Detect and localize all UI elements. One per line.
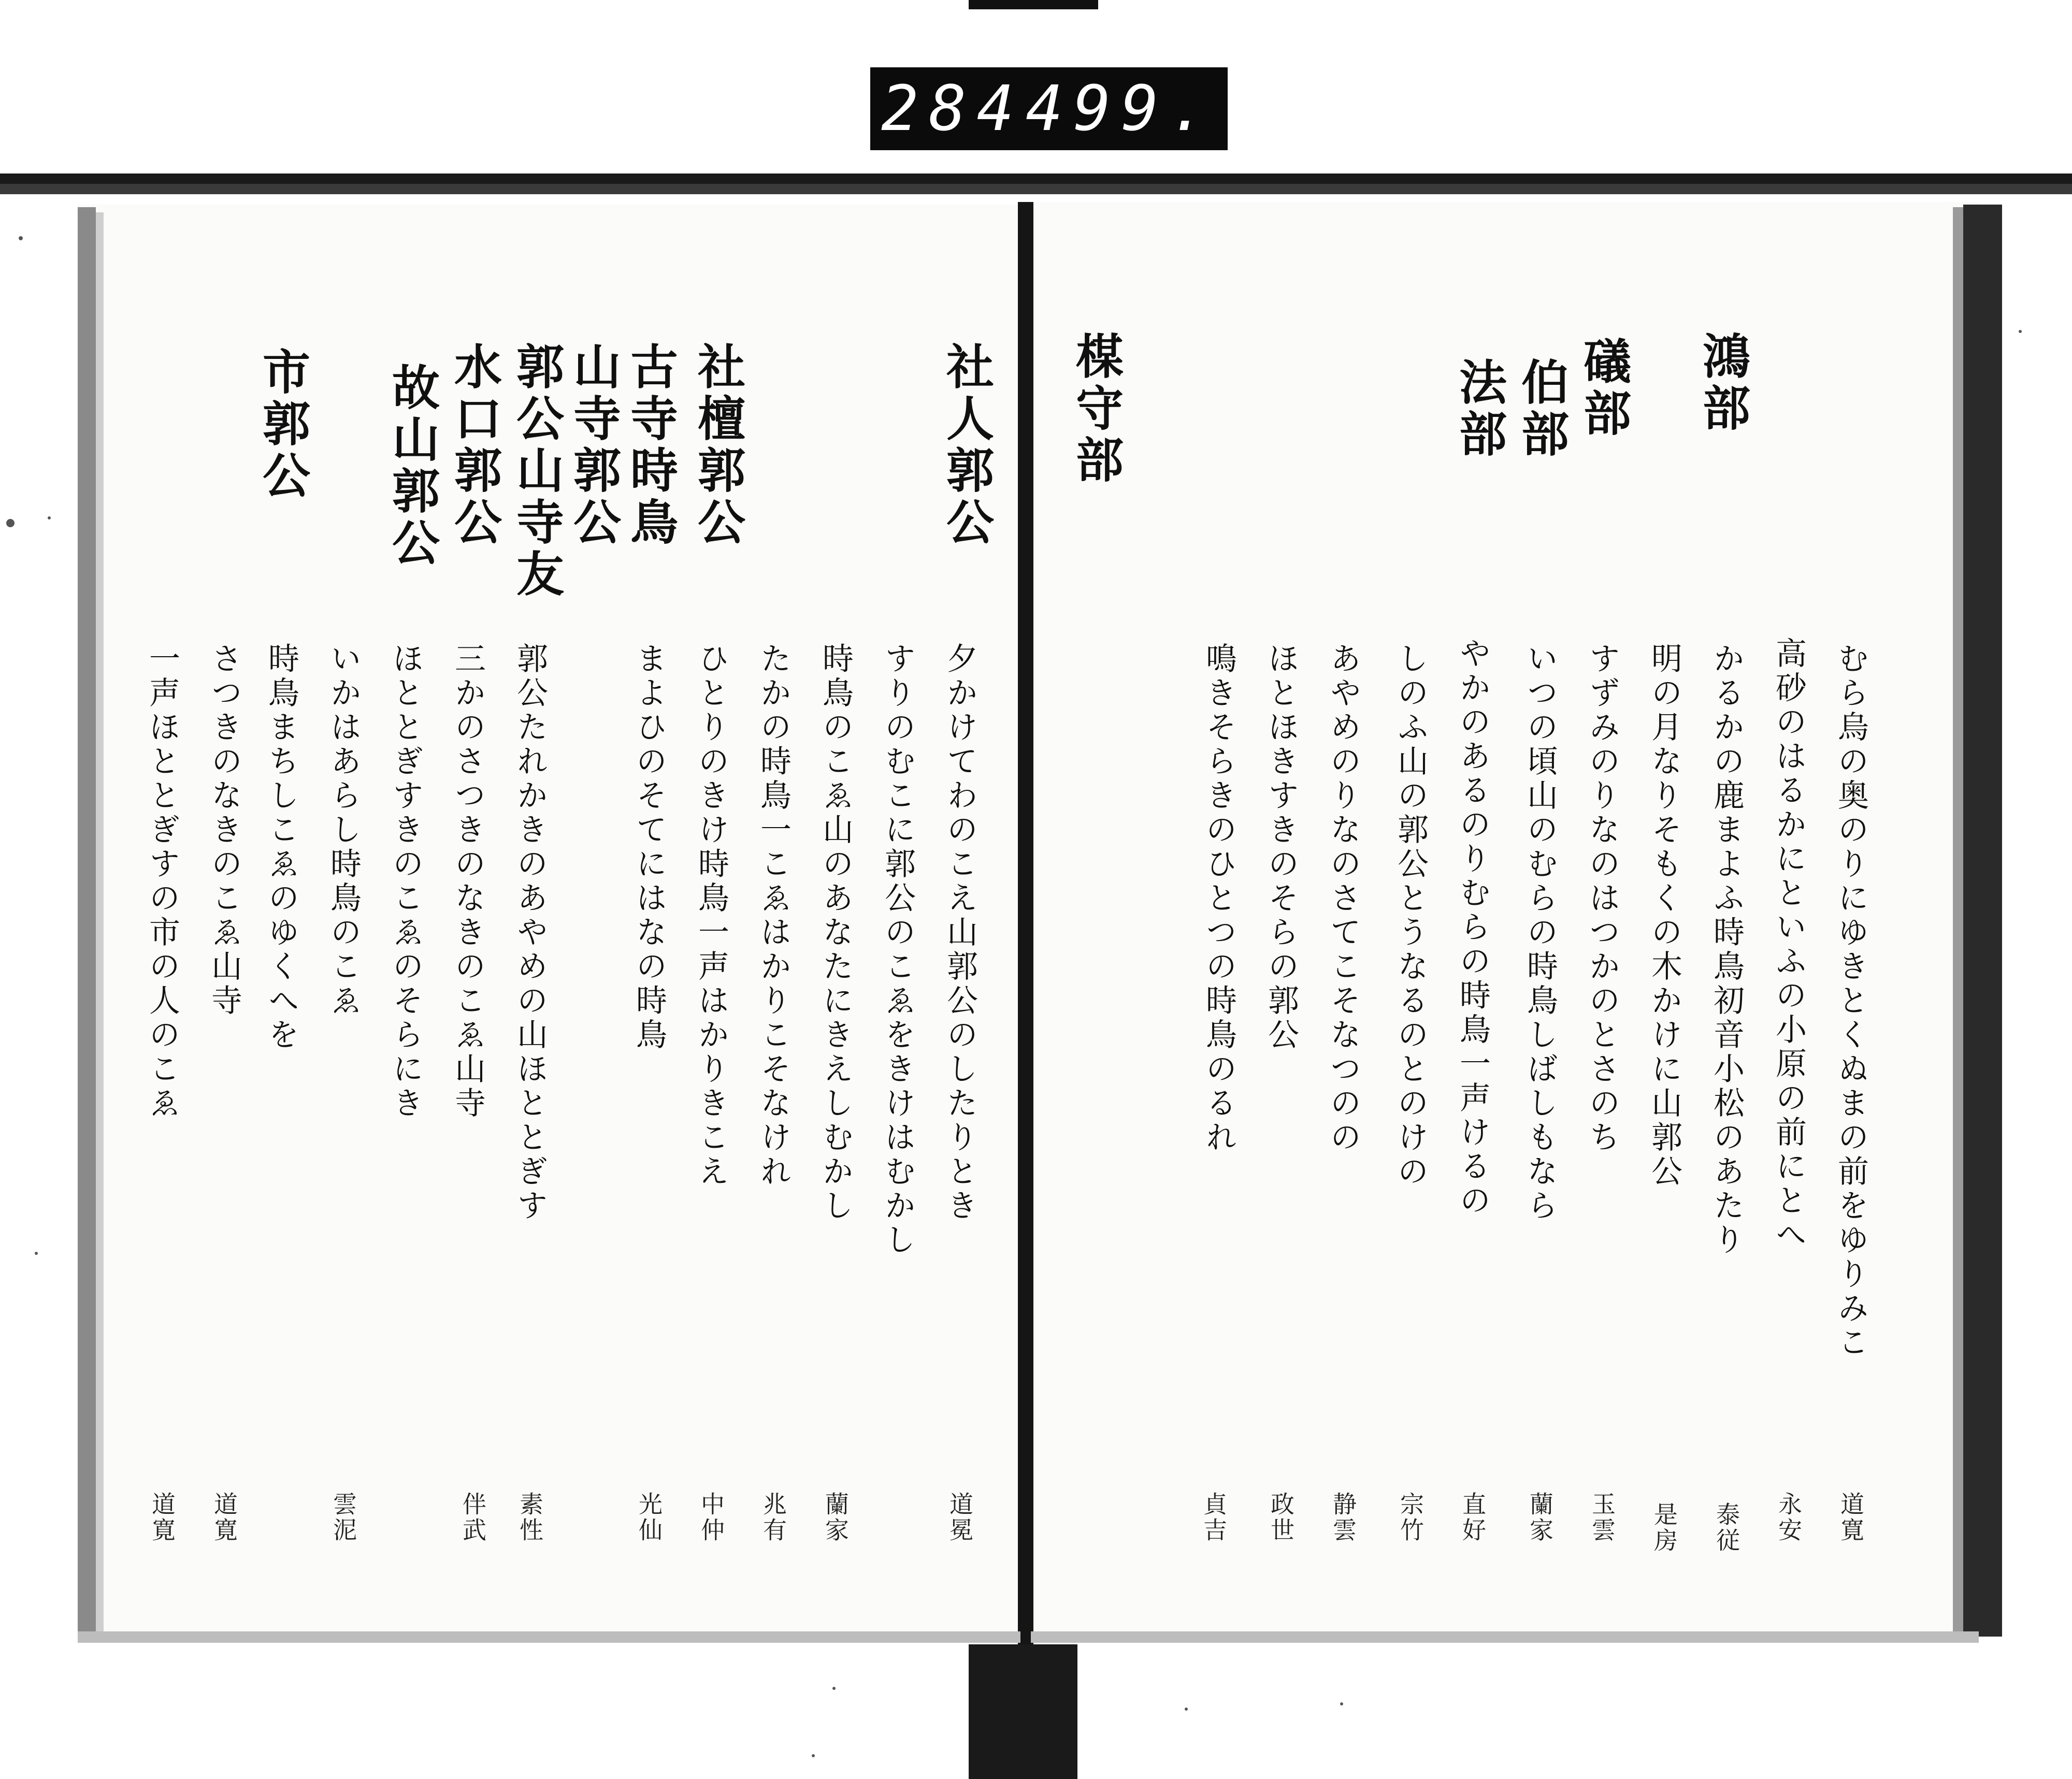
verse-line: やかのあるのりむらの時鳥一声けるの (1455, 637, 1491, 1218)
poem-heading: 伯部 (1514, 357, 1570, 461)
poet-name: 是房 (1650, 1502, 1678, 1554)
poet-name: 伴武 (459, 1492, 487, 1543)
poet-name: 玉雲 (1588, 1492, 1616, 1543)
verse-line: 明の月なりそもくの木かけに山郭公 (1646, 642, 1682, 1189)
verse-line: ほととぎすきのこゑのそらにき (387, 642, 424, 1121)
poet-name: 道寛 (210, 1492, 238, 1543)
verse-line: しのふ山の郭公とうなるのとのけの (1392, 642, 1429, 1189)
poet-name: 兆有 (759, 1492, 787, 1543)
poem-heading: 楳守部 (1068, 331, 1124, 487)
verse-line: すりのむこに郭公のこゑをきけはむかし (880, 642, 916, 1257)
poem-heading: 社人郭公 (939, 342, 995, 549)
verse-line: ひとりのきけ時鳥一声はかりきこえ (693, 642, 729, 1189)
frame-number-right: 499. (1025, 73, 1217, 145)
poet-name: 蘭家 (822, 1492, 850, 1543)
poet-name: 道寛 (1837, 1492, 1865, 1543)
verse-line: 高砂のはるかにといふの小原の前にとへ (1771, 637, 1807, 1252)
poet-name: 光仙 (635, 1492, 663, 1543)
verse-line: かるかの鹿まよふ時鳥初音小松のあたり (1708, 642, 1745, 1257)
verse-line: 時鳥のこゑ山のあなたにきえしむかし (817, 642, 854, 1223)
verse-line: ほとほきすきのそらの郭公 (1263, 642, 1299, 1052)
verse-line: まよひのそてにはなの時鳥 (631, 642, 667, 1052)
verse-line: いつの頃山のむらの時鳥しばしもなら (1522, 642, 1558, 1223)
poem-heading: 鴻部 (1695, 331, 1751, 435)
frame-number-left: 284 (881, 73, 1025, 145)
poet-name: 中仲 (697, 1492, 725, 1543)
poet-name: 貞吉 (1200, 1492, 1228, 1543)
verse-line: 郭公たれかきのあやめの山ほととぎす (512, 642, 548, 1223)
poem-heading: 郭公山寺友 (509, 342, 565, 601)
left-page-edge (78, 207, 96, 1637)
poet-name: 静雲 (1329, 1492, 1357, 1543)
poet-name: 永安 (1775, 1492, 1803, 1543)
verse-line: むら烏の奥のりにゆきとくぬまの前をゆりみこ (1833, 642, 1869, 1360)
verse-line: 鳴きそらきのひとつの時鳥のるれ (1201, 642, 1237, 1155)
poem-heading: 市郭公 (255, 347, 311, 502)
poem-heading: 社檀郭公 (690, 342, 746, 549)
verse-line: いかはあらし時鳥のこゑ (325, 642, 362, 1018)
verse-line: さつきのなきのこゑ山寺 (206, 642, 242, 1018)
poet-name: 雲泥 (329, 1492, 357, 1543)
poet-name: 道寛 (148, 1492, 176, 1543)
book-spine (1018, 202, 1033, 1647)
poem-heading: 礒部 (1576, 337, 1632, 440)
poem-heading: 法部 (1451, 357, 1507, 461)
poet-name: 泰従 (1713, 1502, 1740, 1554)
poet-name: 宗竹 (1397, 1492, 1424, 1543)
poet-name: 道冕 (946, 1492, 974, 1543)
spine-lower-shadow (969, 1644, 1077, 1779)
right-page-edge (1963, 205, 2002, 1637)
poem-heading: 古寺時鳥 (623, 342, 679, 549)
verse-line: 時鳥まちしこゑのゆくへを (263, 642, 299, 1052)
verse-line: 一声ほととぎすの市の人のこゑ (144, 642, 180, 1121)
poem-heading: 故山郭公 (384, 363, 440, 570)
poet-name: 政世 (1267, 1492, 1295, 1543)
verse-line: あやめのりなのさてこそなつのの (1325, 642, 1361, 1155)
poem-heading: 水口郭公 (447, 342, 502, 549)
verse-line: 三かのさつきのなきのこゑ山寺 (450, 642, 486, 1121)
verse-line: 夕かけてわのこえ山郭公のしたりとき (942, 642, 978, 1223)
poet-name: 素性 (516, 1492, 544, 1543)
verse-line: たかの時鳥一こゑはかりこそなけれ (755, 642, 792, 1189)
poet-name: 直好 (1459, 1492, 1487, 1543)
poet-name: 蘭家 (1526, 1492, 1554, 1543)
verse-line: すずみのりなのはつかのとさのち (1584, 642, 1620, 1155)
poem-heading: 山寺郭公 (566, 342, 622, 549)
